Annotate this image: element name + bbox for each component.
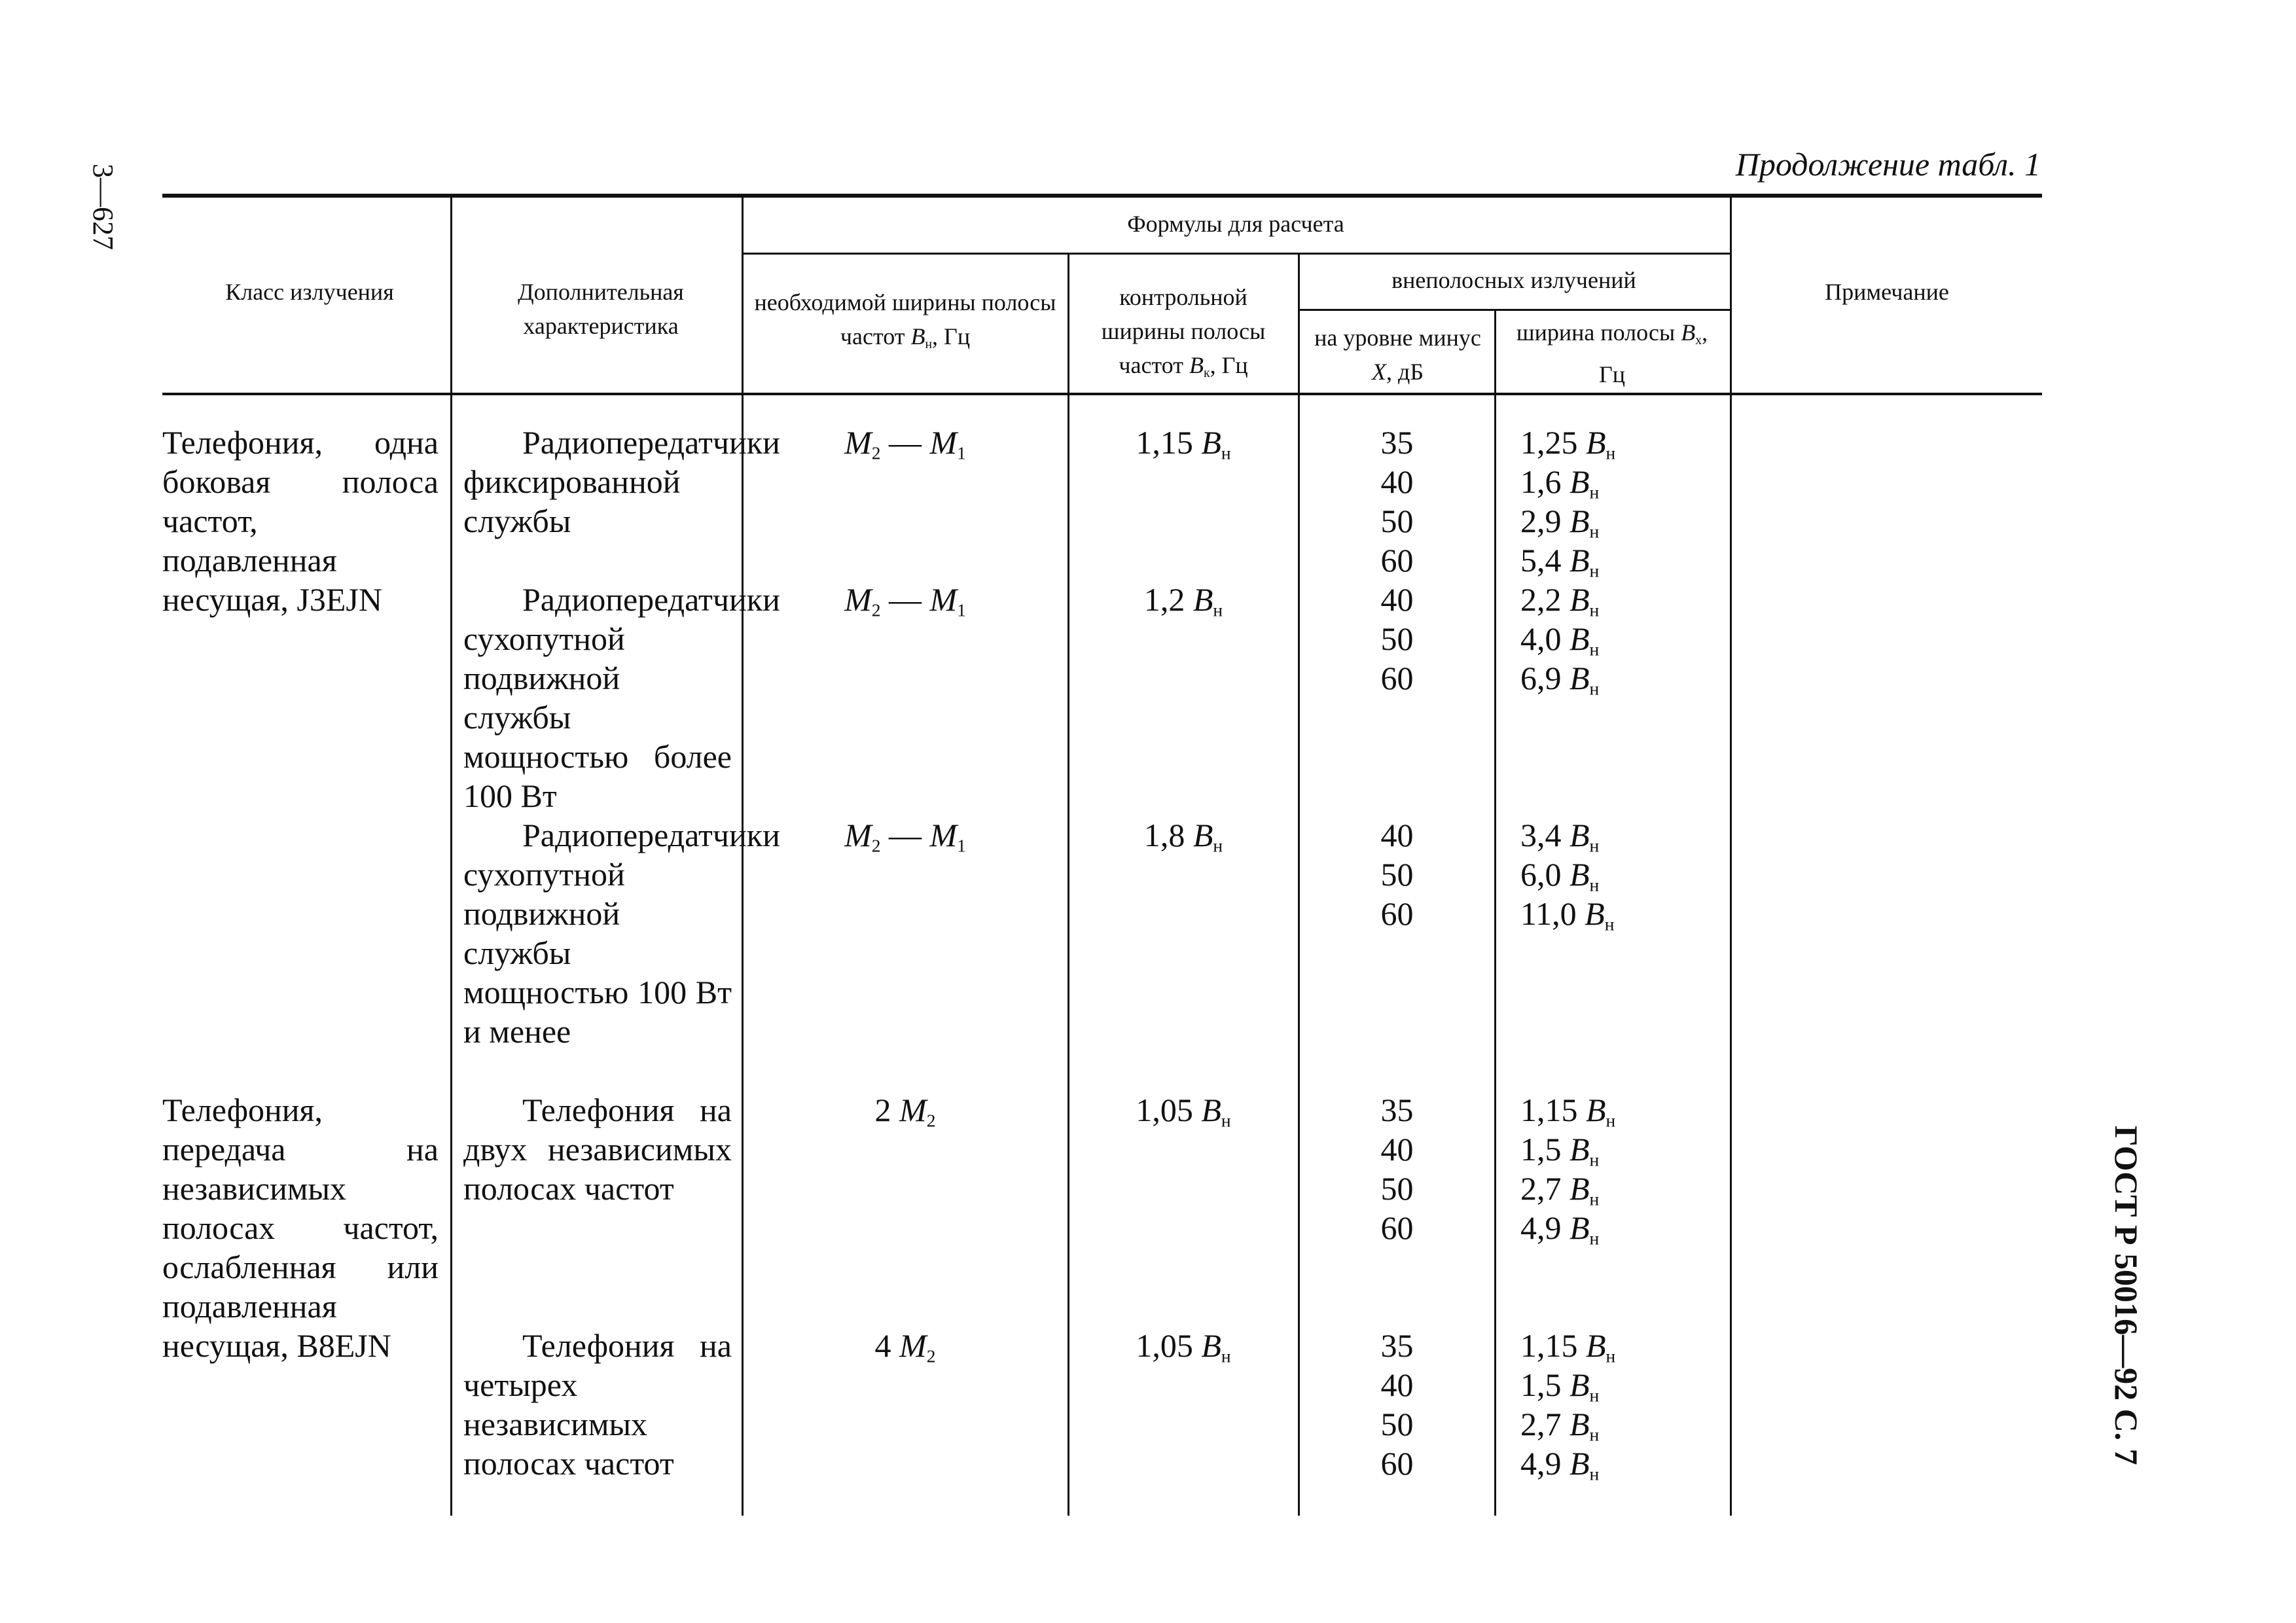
table-continuation-caption: Продолжение табл. 1 [1735, 146, 2041, 183]
necessary-bw-formula: $M_2$ — $M_1$ [844, 424, 966, 463]
standard-designation-side: ГОСТ Р 50016—92 С. 7 [2108, 1126, 2145, 1465]
width-list: 1,15 $B_н$ 1,5 $B_н$ 2,7 $B_н$ 4,9 $B_н$ [1520, 1327, 1616, 1484]
level-list: 40 50 60 [1380, 581, 1414, 696]
header-necessary-bw: необходимой ширины полосы частот $B_н$, Гц [754, 289, 1056, 351]
additional-char: Телефония на четырех независимых полосах частот [463, 1327, 732, 1482]
necessary-bw-formula: 4 $M_2$ [874, 1327, 936, 1366]
header-level: на уровне минус X, дБ [1314, 325, 1481, 385]
header-oob: внеполосных излучений [1391, 267, 1636, 293]
header-rule-oob [1298, 309, 1730, 311]
header-additional: Дополнительная характеристика [518, 279, 684, 339]
header-formulas: Формулы для расчета [1127, 211, 1344, 237]
row-class-b8ejn: Телефония, передача на независимых полосах частот, ослабленная или подавленная несущая, B8EJN [162, 1092, 439, 1364]
necessary-bw-formula: 2 $M_2$ [874, 1092, 936, 1131]
control-bw-value: 1,05 $B_н$ [1136, 1092, 1231, 1131]
header-control-bw: контрольной ширины полосы частот $B_к$, Гц [1101, 284, 1266, 380]
control-bw-value: 1,05 $B_н$ [1136, 1327, 1231, 1366]
control-bw-value: 1,15 $B_н$ [1136, 424, 1231, 463]
level-list: 35 40 50 60 [1380, 1327, 1414, 1482]
additional-char: Радиопередатчики сухопутной подвижной службы мощностью более 100 Вт [463, 581, 780, 814]
necessary-bw-formula: $M_2$ — $M_1$ [844, 581, 966, 620]
table-top-rule [162, 194, 2042, 198]
control-bw-value: 1,8 $B_н$ [1143, 817, 1223, 856]
additional-char: Радиопередатчики сухопутной подвижной службы мощностью 100 Вт и менее [463, 817, 780, 1050]
additional-char: Телефония на двух независимых полосах частот [463, 1092, 732, 1207]
header-note: Примечание [1825, 279, 1949, 305]
additional-char: Радиопередатчики фиксированной службы [463, 424, 780, 539]
col-rule-1 [450, 194, 452, 1516]
width-list: 3,4 $B_н$ 6,0 $B_н$ 11,0 $B_н$ [1520, 817, 1615, 935]
header-bottom-rule [162, 393, 2042, 395]
control-bw-value: 1,2 $B_н$ [1143, 581, 1223, 620]
col-rule-5 [1494, 309, 1496, 1516]
level-list: 35 40 50 60 [1380, 1092, 1414, 1246]
width-list: 1,15 $B_н$ 1,5 $B_н$ 2,7 $B_н$ 4,9 $B_н$ [1520, 1092, 1616, 1249]
emission-table [162, 194, 2042, 1516]
width-list: 2,2 $B_н$ 4,0 $B_н$ 6,9 $B_н$ [1520, 581, 1600, 699]
necessary-bw-formula: $M_2$ — $M_1$ [844, 817, 966, 856]
header-class: Класс излучения [225, 279, 394, 305]
width-list: 1,25 $B_н$ 1,6 $B_н$ 2,9 $B_н$ 5,4 $B_н$ [1520, 424, 1616, 581]
col-rule-6 [1730, 194, 1732, 1516]
level-list: 40 50 60 [1380, 817, 1414, 932]
header-rule-formulas [742, 253, 1730, 255]
row-class-j3ejn: Телефония, одна боковая полоса частот, подавленная несущая, J3EJN [162, 424, 439, 618]
level-list: 35 40 50 60 [1380, 424, 1414, 579]
page-code-side: 3—627 [87, 164, 119, 250]
header-width: ширина полосы $B_х$, Гц [1516, 319, 1708, 387]
